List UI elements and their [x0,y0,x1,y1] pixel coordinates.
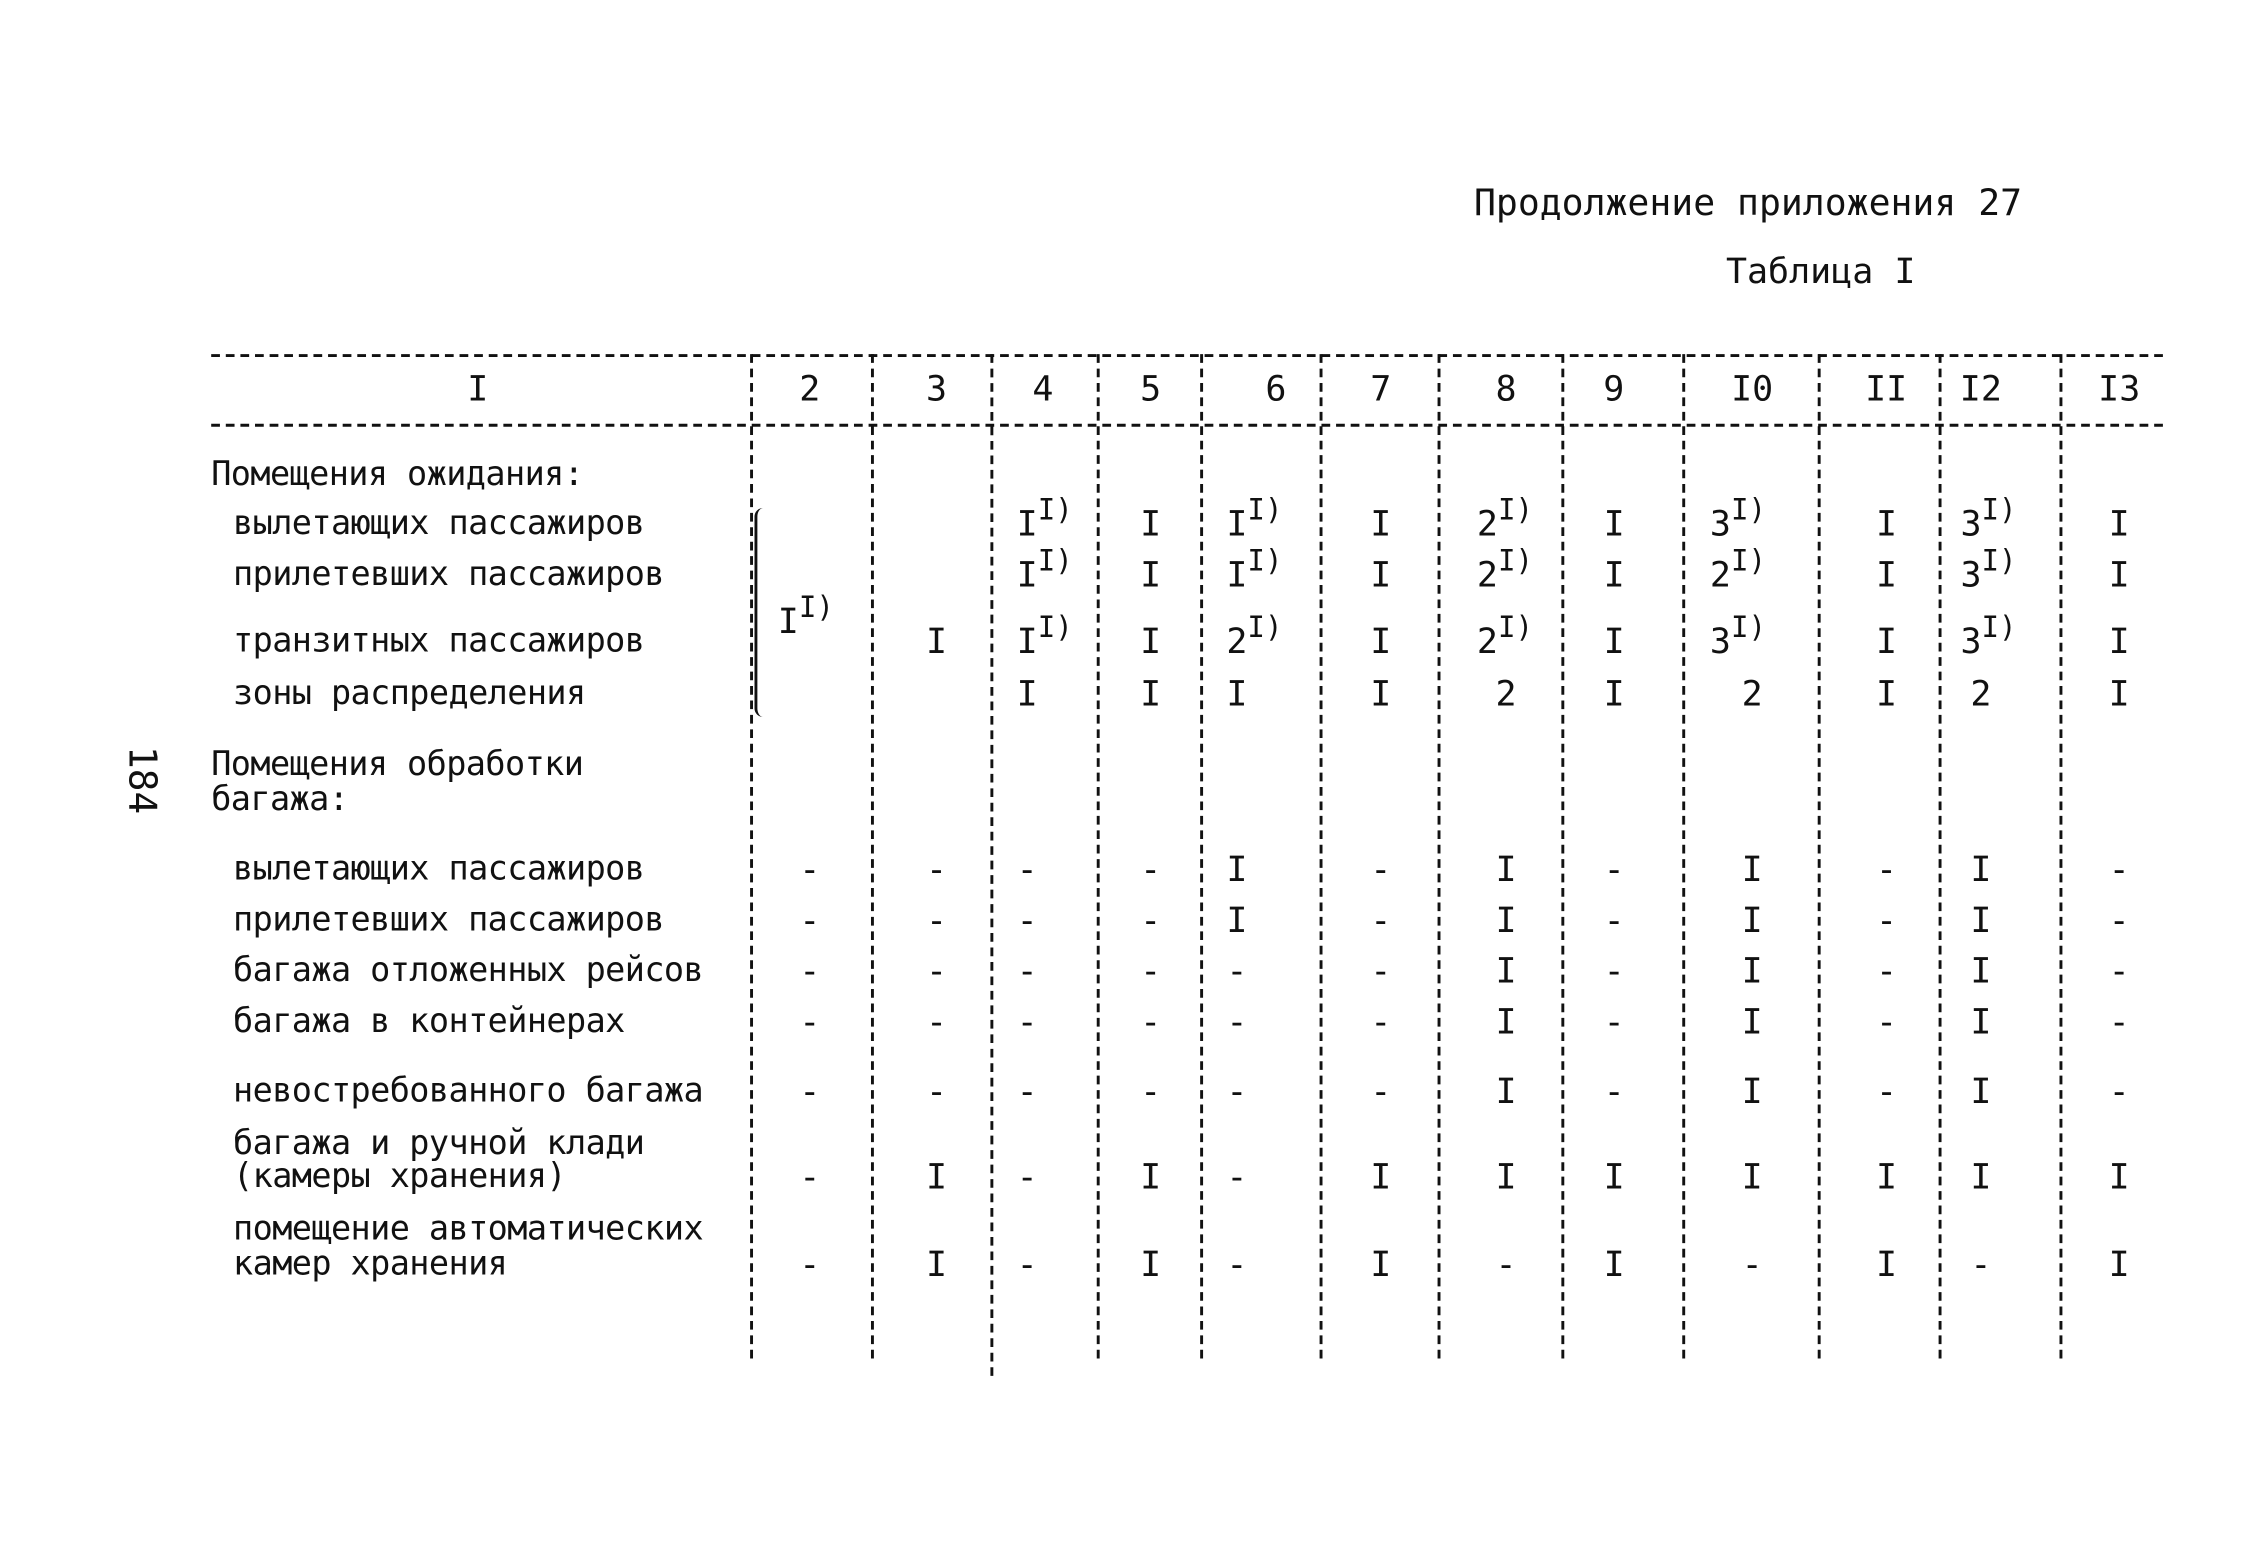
table-cell: I [926,1243,948,1285]
table-cell: - [799,1243,821,1285]
table-cell: - [1603,950,1625,992]
column-header: 6 [1265,368,1287,410]
table-cell: I [1970,1001,1992,1043]
table-cell: - [799,849,821,890]
row-label: помещение автоматических [233,1210,704,1249]
table-cell: $3^{I)}$ [1960,492,2017,545]
row-label: прилетевших пассажиров [233,901,664,940]
group-heading-waiting: Помещения ожидания: [211,455,584,494]
column-rule [1200,354,1203,1358]
group-heading-baggage-cont: багажа: [211,780,349,819]
table-cell: - [926,899,948,941]
table-cell: - [1875,899,1898,941]
table-cell: - [799,1071,821,1112]
column-header: I2 [1959,368,2002,410]
table-cell: I [1495,1071,1517,1112]
table-cell: - [1140,950,1162,992]
table-cell: I [926,621,948,662]
row-label: вылетающих пассажиров [233,850,645,889]
table-cell: I [1970,849,1992,890]
table-cell: - [1016,950,1038,992]
table-cell: - [799,1001,821,1043]
column-header: 9 [1603,368,1625,410]
table-cell: I [1741,1071,1763,1112]
row-label: багажа отложенных рейсов [233,952,704,990]
table-cell: I [1741,950,1763,992]
table-cell: I [2108,673,2130,715]
column-rule [2059,354,2062,1358]
table-cell: - [926,1071,948,1112]
table-cell: 2 [1741,673,1763,715]
table-cell: - [1016,1243,1038,1285]
table-cell: $3^{I)}$ [1960,609,2017,662]
table-cell: - [2108,1071,2130,1112]
table-cell: - [1875,950,1898,992]
page-number: 184 [119,746,164,815]
table-cell: - [1016,849,1038,890]
table-cell: - [1140,1071,1162,1112]
table-cell: $I^{I)}$ [1016,492,1073,545]
table-cell: I [1875,503,1898,545]
table-cell: I [1140,621,1162,662]
table-cell: $I^{I)}$ [1016,609,1073,662]
table-cell: $2^{I)}$ [1476,609,1534,662]
table-cell: I [2108,554,2130,596]
table-cell: I [1970,950,1992,992]
table-cell: I [1140,554,1162,596]
column-rule [750,354,753,1358]
table-cell: I [1226,673,1248,715]
group-heading-baggage: Помещения обработки [211,746,584,784]
table-cell: - [2108,849,2130,890]
table-cell: I [1603,673,1625,715]
table-cell: - [1370,1001,1392,1043]
table-cell: I [1741,1001,1763,1043]
table-cell: I [1495,849,1517,890]
table-cell: - [1603,1001,1625,1043]
table-cell: - [1603,1071,1625,1112]
table-cell: - [1016,1156,1038,1198]
table-cell: - [1226,1001,1248,1043]
table-cell: - [1495,1243,1517,1285]
table-cell: $3^{I)}$ [1709,609,1767,662]
column-rule [1320,354,1323,1358]
table-cell: - [1226,1071,1248,1112]
row-label: багажа и ручной клади [233,1124,645,1163]
column-rule [1939,354,1942,1358]
table-cell: - [1370,899,1392,941]
table-title: Таблица I [1725,251,1916,292]
table-cell: $I^{I)}$ [1016,542,1073,596]
table-cell: - [1875,849,1898,890]
column-header: II [1865,368,1908,410]
table-cell: I [1495,1156,1517,1198]
column-rule [871,354,874,1358]
table-cell: I [1226,849,1248,890]
table-cell: I [1370,621,1392,662]
column-header: 4 [1032,368,1054,410]
column-header: 8 [1495,368,1517,410]
table-cell: I [1370,554,1392,596]
table-cell: - [926,849,948,890]
table-top-rule [211,354,2163,357]
table-cell: I [1370,503,1392,545]
row-label: (камеры хранения) [233,1158,567,1196]
table-cell: I [1226,899,1248,941]
table-cell: - [799,950,821,992]
table-cell: $3^{I)}$ [1960,542,2017,596]
column-header: I3 [2098,368,2141,410]
table-cell: I [1140,673,1162,715]
table-cell: I [1970,1071,1992,1112]
merged-cell: $I^{I)}$ [777,589,834,642]
table-cell: I [1495,899,1517,941]
table-cell: $2^{I)}$ [1709,542,1767,596]
table-cell: - [1140,1001,1162,1043]
table-cell: - [1875,1071,1898,1112]
table-cell: I [1875,621,1898,662]
table-cell: $3^{I)}$ [1709,492,1767,545]
table-header-rule [211,424,2163,427]
table-cell: - [799,1156,821,1198]
table-cell: 2 [1970,673,1992,715]
table-cell: I [1370,1156,1392,1198]
table-cell: - [1370,849,1392,890]
table-cell: $2^{I)}$ [1226,609,1283,662]
table-cell: $I^{I)}$ [1226,542,1283,596]
table-cell: I [1741,899,1763,941]
column-header: 2 [799,368,821,410]
column-rule [1438,354,1441,1358]
table-cell: - [1016,899,1038,941]
table-cell: - [1603,899,1625,941]
table-cell: - [799,899,821,941]
table-cell: - [1370,1071,1392,1112]
row-label: камер хранения [233,1245,508,1284]
table-cell: I [1016,673,1038,715]
table-cell: I [1603,621,1625,662]
table-cell: I [1495,1001,1517,1043]
table-cell: I [1741,1156,1763,1198]
table-cell: I [1875,554,1898,596]
table-cell: I [1603,1243,1625,1285]
table-cell: I [1370,1243,1392,1285]
column-rule [1097,354,1100,1358]
table-cell: - [1016,1001,1038,1043]
table-cell: $I^{I)}$ [1226,492,1283,545]
continuation-title: Продолжение приложения 27 [1473,181,2023,224]
table-cell: $2^{I)}$ [1476,542,1534,596]
table-cell: I [1495,950,1517,992]
table-cell: I [2108,1156,2130,1198]
column-rule [990,354,993,1376]
row-label: прилетевших пассажиров [233,555,664,594]
row-label: багажа в контейнерах [233,1002,625,1041]
table-cell: I [926,1156,948,1198]
brace-mark [754,508,766,717]
table-cell: I [1603,554,1625,596]
table-cell: - [1741,1243,1763,1285]
table-cell: I [1603,503,1625,545]
table-cell: I [1875,1156,1898,1198]
column-header: I [467,368,489,410]
table-cell: I [1140,503,1162,545]
table-cell: I [1875,673,1898,715]
table-cell: - [1226,1156,1248,1198]
table-cell: I [2108,503,2130,545]
column-rule [1682,354,1685,1358]
table-cell: - [1226,1243,1248,1285]
table-cell: - [2108,950,2130,992]
row-label: зоны распределения [233,674,586,713]
table-cell: - [1140,899,1162,941]
table-cell: - [926,950,948,992]
table-cell: I [1970,899,1992,941]
column-header: 7 [1370,368,1392,410]
table-cell: - [1140,849,1162,890]
table-cell: I [2108,1243,2130,1285]
table-cell: - [1016,1071,1038,1112]
column-header: 5 [1140,368,1162,410]
table-cell: 2 [1495,673,1517,715]
table-cell: - [926,1001,948,1043]
table-cell: I [1140,1243,1162,1285]
column-rule [1818,354,1821,1358]
table-cell: - [2108,899,2130,941]
table-cell: I [1140,1156,1162,1198]
table-cell: - [1603,849,1625,890]
table-cell: I [2108,621,2130,662]
table-cell: - [1875,1001,1898,1043]
table-cell: I [1370,673,1392,715]
table-cell: I [1970,1156,1992,1198]
table-cell: I [1875,1243,1898,1285]
table-cell: - [2108,1001,2130,1043]
row-label: невостребованного багажа [233,1072,704,1111]
column-header: I0 [1731,368,1774,410]
table-cell: I [1741,849,1763,890]
column-header: 3 [926,368,948,410]
table-cell: $2^{I)}$ [1476,492,1534,545]
table-cell: - [1970,1243,1992,1285]
table-cell: - [1370,950,1392,992]
row-label: транзитных пассажиров [233,622,645,661]
table-cell: I [1603,1156,1625,1198]
row-label: вылетающих пассажиров [233,505,645,543]
table-cell: - [1226,950,1248,992]
column-rule [1561,354,1564,1358]
